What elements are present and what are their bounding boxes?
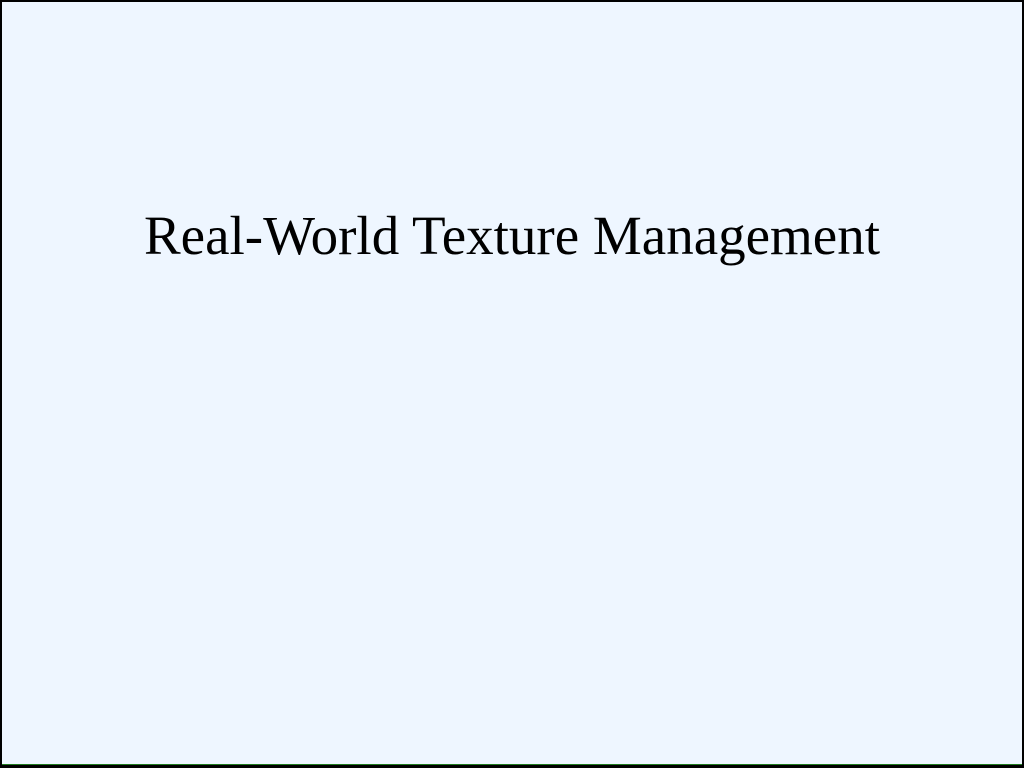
bottom-accent-line xyxy=(2,764,1022,765)
slide-title: Real-World Texture Management xyxy=(143,205,880,266)
